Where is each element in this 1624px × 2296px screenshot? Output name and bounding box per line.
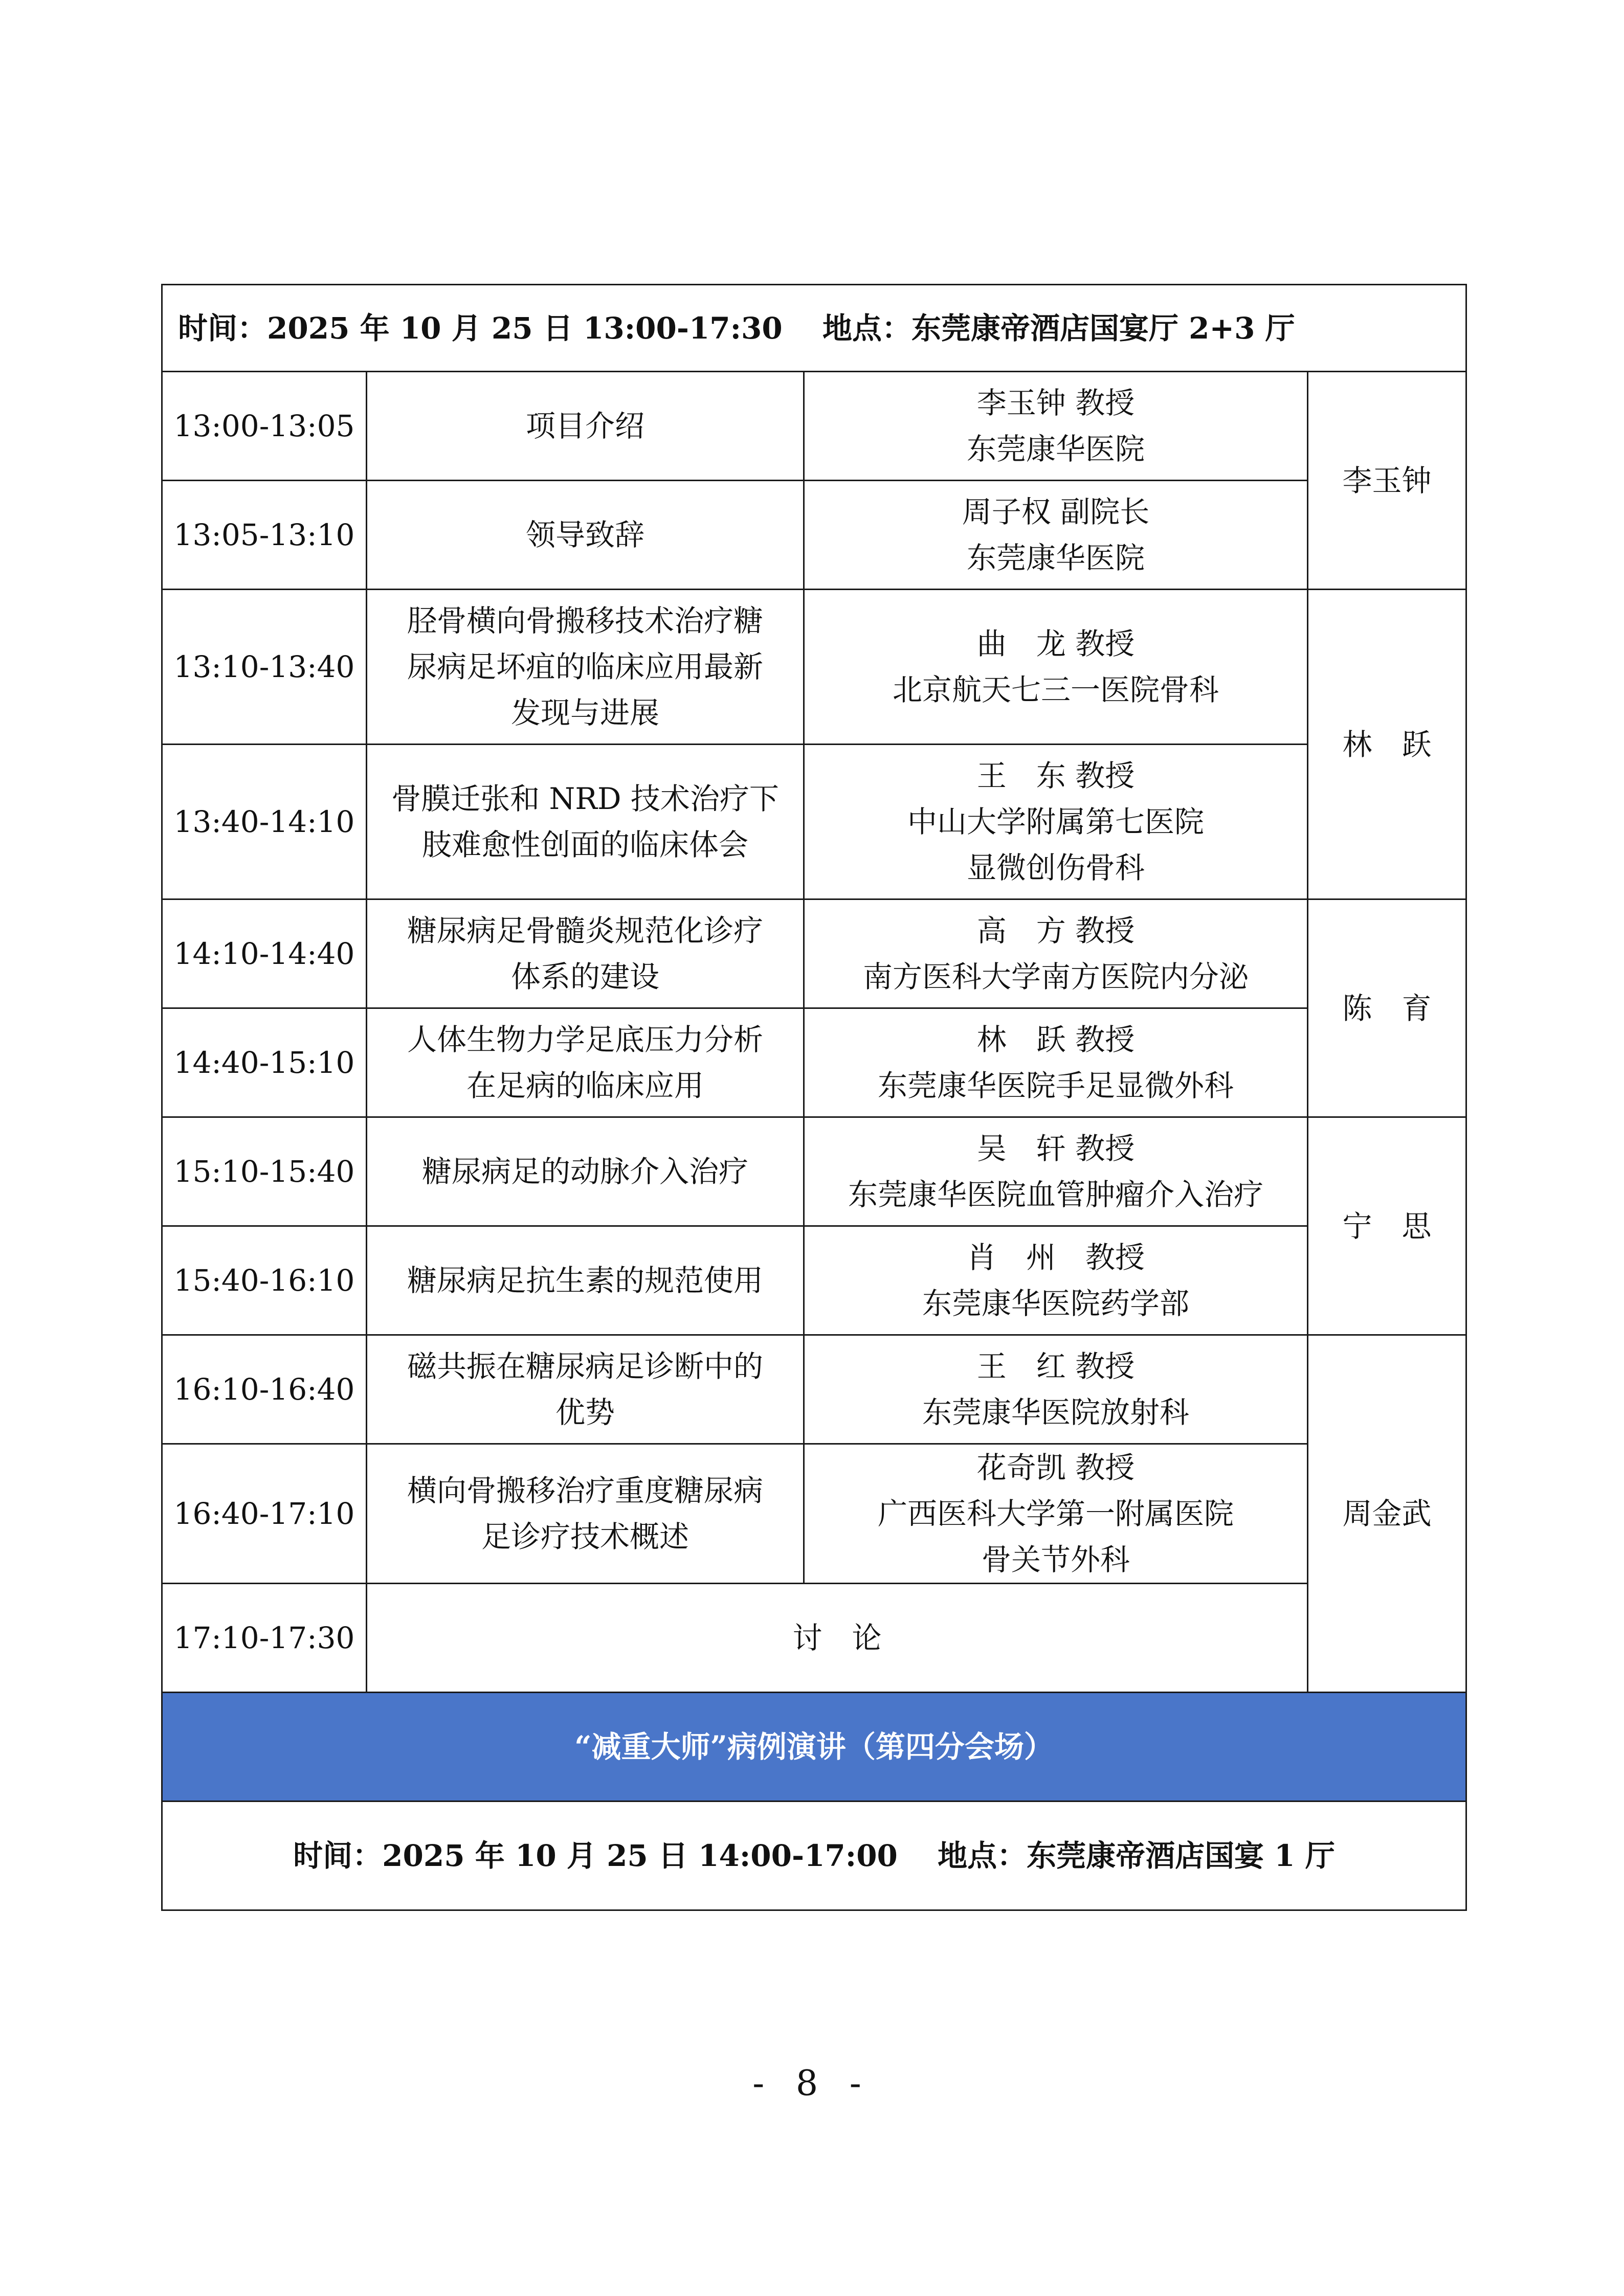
time-cell: 13:00-13:05 bbox=[162, 372, 367, 481]
text-line: 东莞康华医院 bbox=[966, 432, 1145, 466]
time-cell: 13:40-14:10 bbox=[162, 745, 367, 899]
chair-cell: 周金武 bbox=[1308, 1335, 1466, 1693]
topic-cell bbox=[367, 899, 804, 1008]
speaker-cell bbox=[804, 1117, 1308, 1226]
topic-cell bbox=[367, 1117, 804, 1226]
time-cell: 15:40-16:10 bbox=[162, 1226, 367, 1335]
table-row bbox=[162, 899, 1466, 1008]
time-cell: 13:05-13:10 bbox=[162, 481, 367, 590]
topic-cell bbox=[367, 372, 804, 481]
text-line: 在足病的临床应用 bbox=[466, 1068, 704, 1103]
topic-cell bbox=[367, 1444, 804, 1584]
time-cell: 14:10-14:40 bbox=[162, 899, 367, 1008]
text-line: 吴 轩 教授 bbox=[976, 1131, 1135, 1166]
time-cell: 16:10-16:40 bbox=[162, 1335, 367, 1444]
text-line: 人体生物力学足底压力分析 bbox=[407, 1022, 763, 1057]
table-row bbox=[162, 745, 1466, 899]
text-line: 磁共振在糖尿病足诊断中的 bbox=[407, 1349, 763, 1384]
text-line: 骨关节外科 bbox=[981, 1542, 1130, 1577]
text-line: 王 东 教授 bbox=[976, 758, 1135, 793]
text-line: 显微创伤骨科 bbox=[966, 850, 1145, 885]
text-line: 领导致辞 bbox=[525, 517, 644, 552]
agenda-table bbox=[161, 284, 1467, 1911]
discussion-row bbox=[162, 1584, 1466, 1693]
speaker-cell bbox=[804, 1008, 1308, 1117]
table-row bbox=[162, 1335, 1466, 1444]
text-line: 北京航天七三一医院骨科 bbox=[892, 672, 1219, 707]
text-line: 肖 州 教授 bbox=[966, 1240, 1145, 1275]
session-header-row bbox=[162, 285, 1466, 372]
table-row bbox=[162, 372, 1466, 481]
agenda-body bbox=[162, 285, 1466, 1910]
topic-cell bbox=[367, 481, 804, 590]
time-cell: 15:10-15:40 bbox=[162, 1117, 367, 1226]
speaker-cell bbox=[804, 745, 1308, 899]
text-line: 王 红 教授 bbox=[976, 1349, 1135, 1384]
table-row bbox=[162, 481, 1466, 590]
text-line: 糖尿病足的动脉介入治疗 bbox=[421, 1154, 748, 1189]
time-cell: 14:40-15:10 bbox=[162, 1008, 367, 1117]
text-line: 糖尿病足抗生素的规范使用 bbox=[407, 1263, 763, 1298]
topic-cell bbox=[367, 1226, 804, 1335]
chair-cell: 李玉钟 bbox=[1308, 372, 1466, 590]
session2-header-row bbox=[162, 1802, 1466, 1910]
page-number: - 8 - bbox=[752, 2063, 872, 2104]
text-line: 足诊疗技术概述 bbox=[481, 1519, 689, 1554]
speaker-cell bbox=[804, 1444, 1308, 1584]
text-line: 花奇凯 教授 bbox=[976, 1450, 1135, 1485]
text-line: 东莞康华医院 bbox=[966, 541, 1145, 575]
text-line: 东莞康华医院血管肿瘤介入治疗 bbox=[848, 1177, 1263, 1212]
session-banner: “减重大师”病例演讲（第四分会场） bbox=[162, 1693, 1466, 1802]
chair-cell: 宁 思 bbox=[1308, 1117, 1466, 1335]
topic-cell bbox=[367, 1008, 804, 1117]
text-line: 高 方 教授 bbox=[976, 913, 1135, 948]
text-line: 东莞康华医院手足显微外科 bbox=[877, 1068, 1234, 1103]
text-line: 广西医科大学第一附属医院 bbox=[877, 1496, 1234, 1531]
text-line: 体系的建设 bbox=[510, 959, 659, 994]
chair-cell: 陈 育 bbox=[1308, 899, 1466, 1117]
text-line: 中山大学附属第七医院 bbox=[907, 804, 1204, 839]
text-line: 南方医科大学南方医院内分泌 bbox=[862, 959, 1249, 994]
text-line: 糖尿病足骨髓炎规范化诊疗 bbox=[407, 913, 763, 948]
table-row bbox=[162, 1444, 1466, 1584]
text-line: 尿病足坏疽的临床应用最新 bbox=[407, 649, 763, 684]
session2-header: 时间：2025 年 10 月 25 日 14:00-17:00 地点：东莞康帝酒店国宴 1 厅 bbox=[162, 1802, 1466, 1910]
speaker-cell bbox=[804, 372, 1308, 481]
table-row bbox=[162, 1008, 1466, 1117]
banner-row bbox=[162, 1693, 1466, 1802]
text-line: 胫骨横向骨搬移技术治疗糖 bbox=[407, 603, 763, 638]
text-line: 李玉钟 教授 bbox=[976, 386, 1135, 420]
text-line: 横向骨搬移治疗重度糖尿病 bbox=[407, 1473, 763, 1508]
text-line: 优势 bbox=[555, 1395, 615, 1430]
text-line: 发现与进展 bbox=[510, 695, 659, 730]
text-line: 曲 龙 教授 bbox=[976, 626, 1135, 661]
speaker-cell bbox=[804, 1226, 1308, 1335]
speaker-cell bbox=[804, 899, 1308, 1008]
topic-cell bbox=[367, 745, 804, 899]
text-line: 项目介绍 bbox=[525, 409, 644, 443]
text-line: 周子权 副院长 bbox=[962, 494, 1150, 529]
table-row bbox=[162, 1117, 1466, 1226]
text-line: 东莞康华医院放射科 bbox=[922, 1395, 1189, 1430]
text-line: 东莞康华医院药学部 bbox=[922, 1286, 1189, 1321]
topic-cell bbox=[367, 1335, 804, 1444]
text-line: 林 跃 教授 bbox=[976, 1022, 1135, 1057]
session-header: 时间：2025 年 10 月 25 日 13:00-17:30 地点：东莞康帝酒店国宴厅 2+3 厅 bbox=[162, 285, 1466, 372]
speaker-cell bbox=[804, 590, 1308, 745]
time-cell: 13:10-13:40 bbox=[162, 590, 367, 745]
table-row bbox=[162, 590, 1466, 745]
text-line: 骨膜迁张和 NRD 技术治疗下 bbox=[391, 781, 779, 816]
time-cell: 17:10-17:30 bbox=[162, 1584, 367, 1693]
time-cell: 16:40-17:10 bbox=[162, 1444, 367, 1584]
discussion-cell: 讨 论 bbox=[367, 1584, 1308, 1693]
topic-cell bbox=[367, 590, 804, 745]
speaker-cell bbox=[804, 481, 1308, 590]
table-row bbox=[162, 1226, 1466, 1335]
speaker-cell bbox=[804, 1335, 1308, 1444]
text-line: 肢难愈性创面的临床体会 bbox=[421, 827, 748, 862]
chair-cell: 林 跃 bbox=[1308, 590, 1466, 899]
